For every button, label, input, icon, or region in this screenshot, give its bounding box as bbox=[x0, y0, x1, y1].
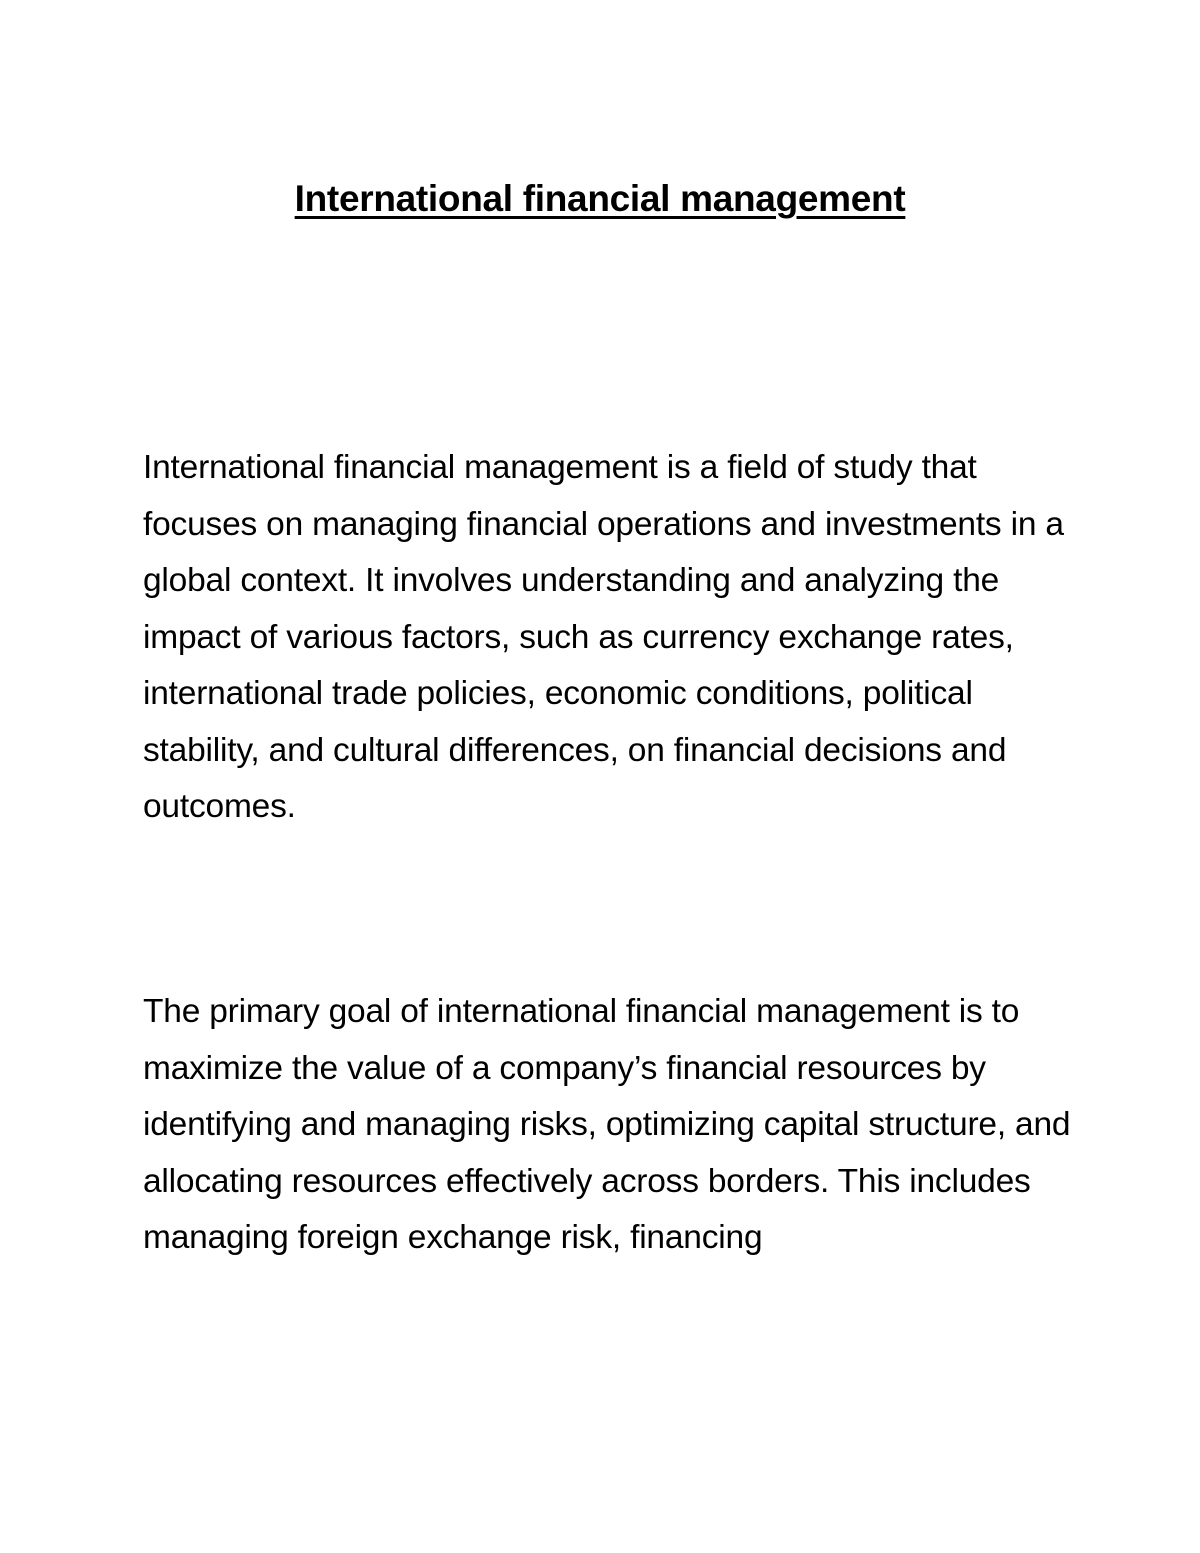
document-title: International financial management bbox=[294, 177, 906, 219]
paragraph-1: International financial management is a field of study that focuses on managing financial operations and investments in a global context. It involves understanding and analyzing the impact of various factors, such as currency exchange rates, international trade policies, economic conditions, political stability, and cultural differences, on financial decisions and outcomes. bbox=[143, 449, 1064, 825]
paragraph-2: The primary goal of international financial management is to maximize the value of a company’s financial resources by identifying and managing risks, optimizing capital structure, and allocating resources effectively across borders. This includes managing foreign exchange risk, financing bbox=[143, 993, 1071, 1256]
